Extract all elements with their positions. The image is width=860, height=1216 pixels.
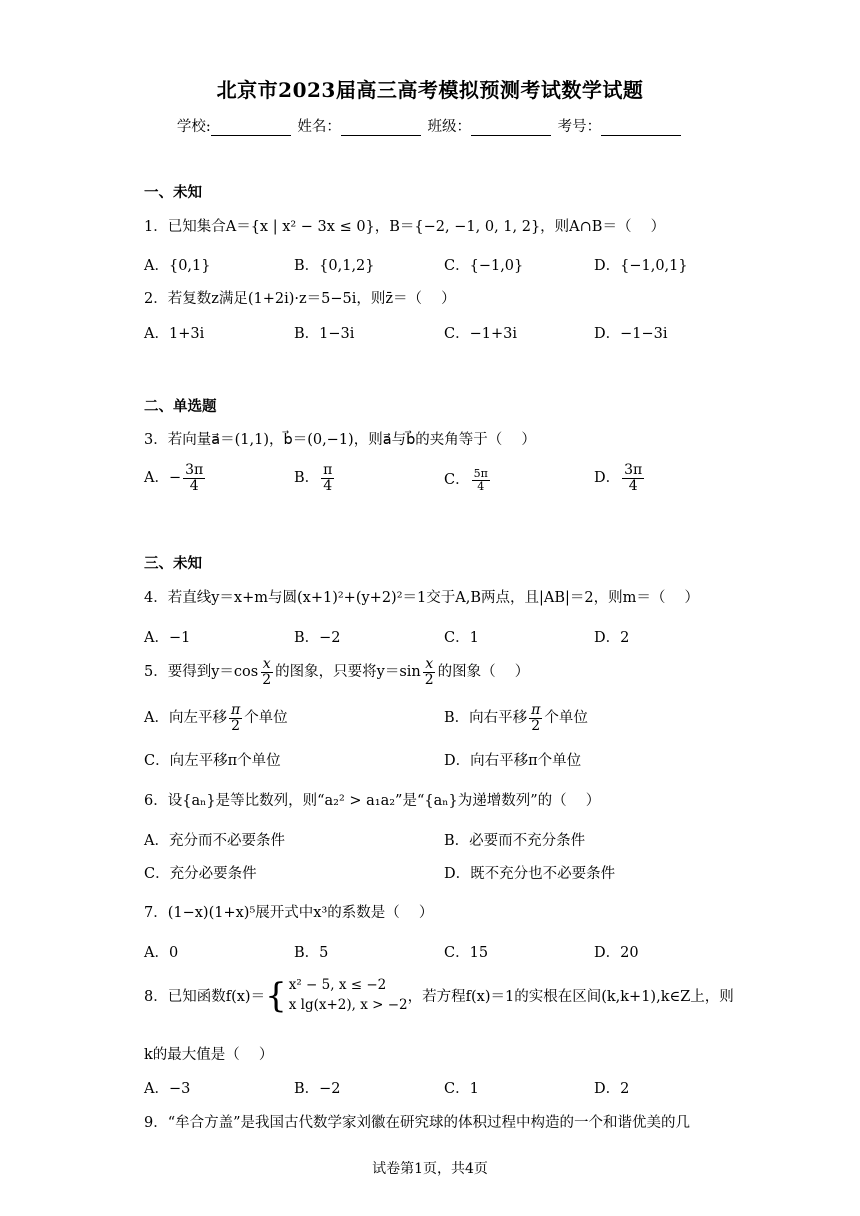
name-blank[interactable] bbox=[341, 120, 421, 136]
q4-option-a: A．−1 bbox=[144, 630, 191, 646]
section-heading-3: 三、未知 bbox=[144, 555, 202, 572]
page-title: 北京市2023届高三高考模拟预测考试数学试题 bbox=[216, 78, 644, 102]
q5-option-b: B．向右平移 $\frac{\pi}{2}$ 个单位 bbox=[444, 702, 588, 734]
student-info-line bbox=[0, 115, 860, 136]
name-label: 姓名： bbox=[297, 119, 341, 135]
q3-d-fraction: $\frac{3\pi}{4}$ bbox=[624, 462, 643, 494]
q2-option-d: D．−1−3i bbox=[594, 326, 668, 342]
q1-option-c: C．{−1,0} bbox=[444, 258, 524, 274]
question-6: 6．设{aₙ}是等比数列，则“a₂² > a₁a₂”是“{aₙ}为递增数列”的（ ） bbox=[144, 793, 601, 809]
q6-option-c: C．充分必要条件 bbox=[144, 866, 257, 882]
q1-option-d: D．{−1,0,1} bbox=[594, 258, 688, 274]
question-4: 4．若直线y＝x+m与圆(x+1)²+(y+2)²＝1交于A,B两点，且|AB|＝2，则m＝（ ） bbox=[144, 590, 699, 606]
section-heading-1: 一、未知 bbox=[144, 184, 202, 201]
q5-b-fraction: $\frac{\pi}{2}$ bbox=[531, 702, 541, 734]
q3-c-fraction: $\frac{5\pi}{4}$ bbox=[473, 467, 488, 493]
q6-option-d: D．既不充分也不必要条件 bbox=[444, 866, 616, 882]
q7-option-a: A．0 bbox=[144, 945, 179, 961]
q5-option-a: A．向左平移 $\frac{\pi}{2}$ 个单位 bbox=[144, 702, 288, 734]
question-2: 2．若复数z满足(1+2i)·z＝5−5i，则z̄＝（ ） bbox=[144, 291, 456, 307]
q1-option-b: B．{0,1,2} bbox=[294, 258, 375, 274]
q3-option-d: D． $\frac{3\pi}{4}$ bbox=[594, 462, 643, 494]
question-8: 8．已知函数f(x)＝ { x² − 5, x ≤ −2 x lg(x+2), x > −2 ，若方程f(x)＝1的实根在区间(k,k+1),k∈Z上，则 bbox=[144, 975, 734, 1016]
class-label: 班级： bbox=[427, 119, 471, 135]
q4-option-b: B．−2 bbox=[294, 630, 341, 646]
q3-a-fraction: $\frac{3\pi}{4}$ bbox=[185, 462, 204, 494]
q8-option-b: B．−2 bbox=[294, 1081, 341, 1097]
question-3: 3．若向量a⃗＝(1,1)，b⃗＝(0,−1)，则a⃗与b⃗的夹角等于（ ） bbox=[144, 432, 536, 448]
q6-option-b: B．必要而不充分条件 bbox=[444, 833, 586, 849]
school-label: 学校: bbox=[176, 119, 211, 135]
q5-frac-1: $\frac{x}{2}$ bbox=[262, 656, 272, 688]
q3-b-fraction: $\frac{\pi}{4}$ bbox=[323, 462, 333, 494]
id-label: 考号： bbox=[557, 119, 602, 135]
q5-option-c: C．向左平移π个单位 bbox=[144, 753, 281, 769]
q7-option-b: B．5 bbox=[294, 945, 329, 961]
id-blank[interactable] bbox=[601, 120, 681, 136]
question-1: 1．已知集合A＝{x | x² − 3x ≤ 0}，B＝{−2, −1, 0, 1, 2}，则A∩B＝（ ） bbox=[144, 219, 666, 235]
page-footer: 试卷第1页，共4页 bbox=[372, 1161, 488, 1177]
q1-option-a: A．{0,1} bbox=[144, 258, 211, 274]
question-5: 5．要得到y＝cos $\frac{x}{2}$ 的图象，只要将y＝sin $\frac{x}{2}$ 的图象（ ） bbox=[144, 656, 530, 688]
q8-option-d: D．2 bbox=[594, 1081, 630, 1097]
q5-a-fraction: $\frac{\pi}{2}$ bbox=[230, 702, 241, 734]
q3-option-a: A．− $\frac{3\pi}{4}$ bbox=[144, 462, 204, 494]
q4-option-d: D．2 bbox=[594, 630, 630, 646]
q8-option-a: A．−3 bbox=[144, 1081, 191, 1097]
q5-frac-2: $\frac{x}{2}$ bbox=[424, 656, 434, 688]
q5-option-d: D．向右平移π个单位 bbox=[444, 753, 582, 769]
q4-option-c: C．1 bbox=[444, 630, 479, 646]
q2-option-b: B．1−3i bbox=[294, 326, 355, 342]
question-8-line-2: k的最大值是（ ） bbox=[144, 1047, 274, 1063]
q3-option-c: C． $\frac{5\pi}{4}$ bbox=[444, 467, 488, 493]
q7-option-c: C．15 bbox=[444, 945, 489, 961]
q6-option-a: A．充分而不必要条件 bbox=[144, 833, 285, 849]
section-heading-2: 二、单选题 bbox=[144, 398, 217, 415]
school-blank[interactable] bbox=[211, 120, 291, 136]
q2-option-c: C．−1+3i bbox=[444, 326, 517, 342]
q2-option-a: A．1+3i bbox=[144, 326, 205, 342]
question-7: 7．(1−x)(1+x)⁵展开式中x³的系数是（ ） bbox=[144, 905, 434, 921]
q8-option-c: C．1 bbox=[444, 1081, 479, 1097]
q7-option-d: D．20 bbox=[594, 945, 639, 961]
q3-option-b: B． $\frac{\pi}{4}$ bbox=[294, 462, 333, 494]
class-blank[interactable] bbox=[471, 120, 551, 136]
piecewise-function: { x² − 5, x ≤ −2 x lg(x+2), x > −2 bbox=[265, 975, 408, 1016]
question-9: 9．“牟合方盖”是我国古代数学家刘徽在研究球的体积过程中构造的一个和谐优美的几 bbox=[144, 1115, 691, 1131]
